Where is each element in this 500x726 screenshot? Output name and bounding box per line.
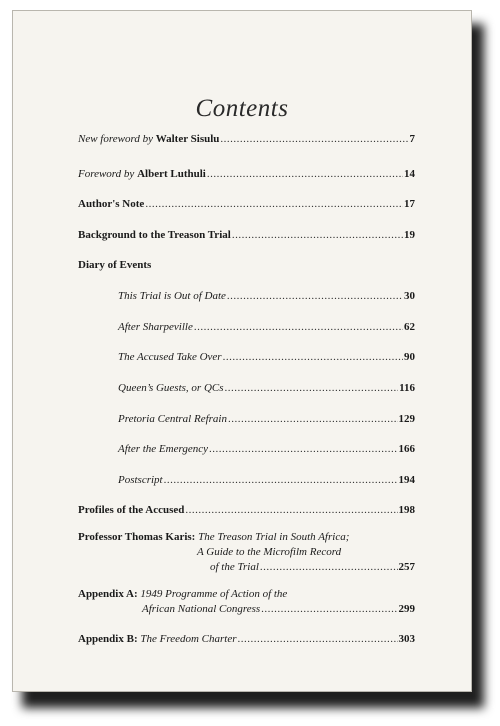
toc-entry-diary: Diary of Events: [78, 259, 152, 271]
dot-leader: [232, 229, 403, 242]
page-number: 299: [398, 603, 415, 615]
dot-leader: [164, 474, 398, 487]
page-number: 30: [404, 290, 415, 302]
entry-label: Queen’s Guests, or QCs: [118, 382, 224, 394]
toc-subentry-after-sharpeville: [118, 321, 415, 334]
dot-leader: [194, 321, 403, 334]
page-number: 198: [398, 504, 415, 516]
toc-subentry-trial-out-of-date: [118, 290, 415, 303]
entry-label: Profiles of the Accused: [78, 504, 185, 516]
dot-leader: [225, 382, 399, 395]
dot-leader: [145, 198, 403, 211]
toc-subentry-accused-take-over: [118, 351, 415, 364]
entry-author: Professor Thomas Karis:: [78, 531, 196, 543]
toc-entry-background: [78, 229, 415, 242]
toc-entry-profiles: [78, 504, 415, 517]
toc-entry-karis-line3: [210, 561, 415, 574]
entry-title: The Freedom Charter: [140, 633, 237, 645]
toc-subentry-pretoria-central: [118, 413, 415, 426]
dot-leader: [238, 633, 398, 646]
toc-subentry-queens-guests: [118, 382, 415, 395]
entry-label: This Trial is Out of Date: [118, 290, 226, 302]
page-number: 166: [398, 443, 415, 455]
page-number: 17: [404, 198, 415, 210]
toc-entry-karis-line2: A Guide to the Microfilm Record: [197, 546, 342, 558]
dot-leader: [185, 504, 397, 517]
entry-label: Pretoria Central Refrain: [118, 413, 227, 425]
contents-page: [12, 10, 472, 692]
entry-label: Author's Note: [78, 198, 145, 210]
entry-label: The Accused Take Over: [118, 351, 222, 363]
entry-label: Background to the Treason Trial: [78, 229, 231, 241]
dot-leader: [207, 168, 403, 181]
page-number: 62: [404, 321, 415, 333]
dot-leader: [223, 351, 403, 364]
toc-subentry-after-emergency: [118, 443, 415, 456]
entry-prefix: New foreword by: [78, 133, 156, 145]
toc-entry-appendix-a-line2: [142, 603, 415, 616]
dot-leader: [220, 133, 408, 146]
dot-leader: [260, 561, 398, 574]
entry-title-line: African National Congress: [142, 603, 261, 615]
toc-entry-authors-note: [78, 198, 415, 211]
entry-label: After Sharpeville: [118, 321, 193, 333]
toc-entry-karis-line1: [78, 531, 349, 544]
entry-title-line: 1949 Programme of Action of the: [140, 588, 288, 600]
page-number: 19: [404, 229, 415, 241]
page-title: Contents: [195, 95, 289, 122]
page-number: 129: [398, 413, 415, 425]
page-number: 90: [404, 351, 415, 363]
page-number: 194: [398, 474, 415, 486]
dot-leader: [227, 290, 403, 303]
toc-entry-appendix-a-line1: [78, 588, 287, 601]
entry-prefix: Foreword by: [78, 168, 138, 180]
entry-label: Postscript: [118, 474, 163, 486]
entry-title-line: of the Trial: [210, 561, 259, 573]
page-number: 303: [398, 633, 415, 645]
entry-author: Albert Luthuli: [137, 168, 206, 180]
entry-author: Walter Sisulu: [155, 133, 220, 145]
page-number: 14: [404, 168, 415, 180]
entry-label: Appendix B:: [78, 633, 138, 645]
page-number: 7: [409, 133, 415, 145]
entry-title-line: The Treason Trial in South Africa;: [198, 531, 350, 543]
page-number: 116: [399, 382, 415, 394]
toc-subentry-postscript: [118, 474, 415, 487]
dot-leader: [261, 603, 397, 616]
toc-entry-appendix-b: [78, 633, 415, 646]
entry-label: Appendix A:: [78, 588, 138, 600]
entry-label: After the Emergency: [118, 443, 208, 455]
toc-entry-foreword: [78, 168, 415, 181]
page-number: 257: [398, 561, 415, 573]
dot-leader: [209, 443, 398, 456]
dot-leader: [228, 413, 398, 426]
toc-entry-new-foreword: [78, 133, 415, 146]
